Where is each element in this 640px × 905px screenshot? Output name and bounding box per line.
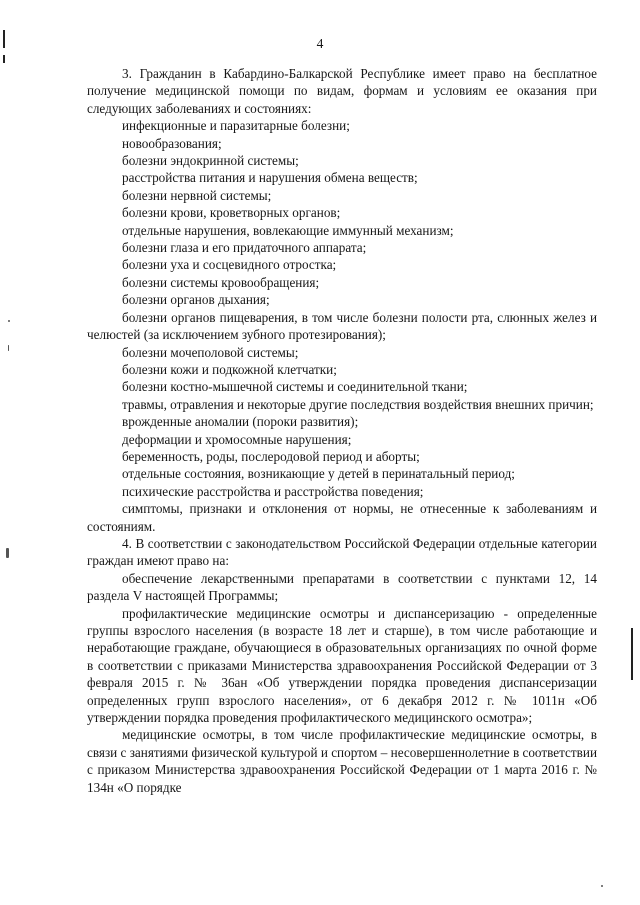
- list-item-skin: болезни кожи и подкожной клетчатки;: [122, 361, 337, 377]
- list-item-pregnancy: беременность, роды, послеродовой период и аборты;: [122, 448, 420, 464]
- list-item-endocrine: болезни эндокринной системы;: [122, 153, 299, 169]
- list-item-congenital: врожденные аномалии (пороки развития);: [122, 414, 359, 430]
- list-item-eye: болезни глаза и его придаточного аппарата;: [122, 240, 367, 256]
- left-scan-speck-3: [6, 548, 9, 558]
- list-item-symptoms: симптомы, признаки и отклонения от нормы, не отнесенные к заболеваниям и состояниям.: [87, 501, 597, 534]
- list-item-genitourinary: болезни мочеполовой системы;: [122, 344, 299, 360]
- list-item-perinatal: отдельные состояния, возникающие у детей в перинатальный период;: [122, 466, 515, 482]
- document-body: [87, 65, 597, 796]
- list-item-immune: отдельные нарушения, вовлекающие иммунный механизм;: [122, 222, 454, 238]
- left-scan-speck-2: [8, 345, 9, 351]
- list-item-blood: болезни крови, кроветворных органов;: [122, 205, 341, 221]
- list-item-digestive: болезни органов пищеварения, в том числе болезни полости рта, слюнных желез и челюстей (за исключением зубного протезирования);: [87, 309, 597, 343]
- list-item-nutrition: расстройства питания и нарушения обмена веществ;: [122, 170, 418, 186]
- list-item-mental: психические расстройства и расстройства поведения;: [122, 483, 424, 499]
- left-scan-mark-small: [3, 55, 5, 63]
- page-number: 4: [316, 36, 324, 51]
- paragraph-medical-exams: медицинские осмотры, в том числе профилактические медицинские осмотры, в связи с занятиями физической культурой и спортом – несовершеннолетние в соответствии с приказом Министерства здравоохранения Российской Федерации от 1 марта 2016 г. № 134н «О порядке: [87, 727, 597, 795]
- paragraph-medicines: обеспечение лекарственными препаратами в соответствии с пунктами 12, 14 раздела V настоящей Программы;: [87, 570, 597, 604]
- left-scan-speck-1: [8, 320, 10, 322]
- list-item-circulatory: болезни системы кровообращения;: [122, 274, 320, 290]
- list-item-injuries: травмы, отравления и некоторые другие последствия воздействия внешних причин;: [122, 396, 594, 412]
- list-item-neoplasms: новообразования;: [122, 135, 222, 151]
- right-scan-mark: [631, 628, 633, 680]
- paragraph-categories: 4. В соответствии с законодательством Российской Федерации отдельные категории граждан имеют право на:: [87, 535, 597, 569]
- list-item-respiratory: болезни органов дыхания;: [122, 292, 270, 308]
- list-item-ear: болезни уха и сосцевидного отростка;: [122, 257, 337, 273]
- list-item-nervous: болезни нервной системы;: [122, 187, 272, 203]
- paragraph-screening: профилактические медицинские осмотры и диспансеризацию - определенные группы взрослого населения (в возрасте 18 лет и старше), в том числе работающие и неработающие граждане, обучающиеся в образовательных организациях по очной форме в соответствии с приказами Министерства здравоохранения Российской Федерации от 3 февраля 2015 г. № 36ан «Об утверждении порядка проведения диспансеризации определенных групп взрослого населения», от 6 декабря 2012 г. № 1011н «Об утверждении порядка проведения профилактического медицинского осмотра»;: [87, 605, 597, 726]
- paragraph-right-to-care: 3. Гражданин в Кабардино-Балкарской Республике имеет право на бесплатное получение медицинской помощи по видам, формам и условиям ее оказания при следующих заболеваниях и состояниях:: [87, 66, 597, 116]
- bottom-scan-speck: [601, 885, 603, 887]
- list-item-musculoskeletal: болезни костно-мышечной системы и соединительной ткани;: [122, 379, 468, 395]
- list-item-chromosomal: деформации и хромосомные нарушения;: [122, 431, 352, 447]
- list-item-infectious: инфекционные и паразитарные болезни;: [122, 118, 350, 134]
